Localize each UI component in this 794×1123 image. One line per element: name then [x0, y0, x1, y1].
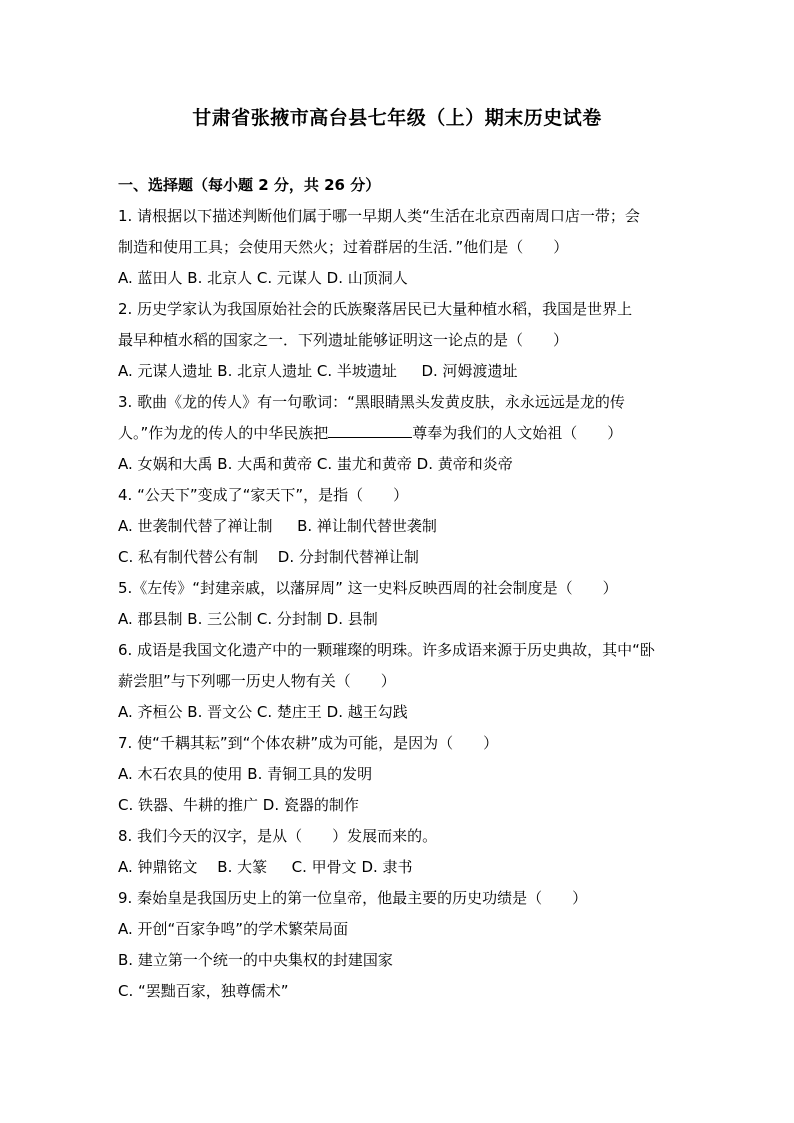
question-7-stem: 7. 使“千耦其耘”到“个体农耕”成为可能，是因为（ ）	[118, 734, 499, 752]
question-8-options: A. 钟鼎铭文 B. 大篆 C. 甲骨文 D. 隶书	[118, 858, 413, 876]
exam-content	[118, 174, 678, 1011]
answer-blank	[328, 422, 412, 438]
question-3-stem-line-1: 3. 歌曲《龙的传人》有一句歌词：“黑眼睛黑头发黄皮肤，永永远远是龙的传	[118, 393, 625, 411]
question-1-stem-line-2: 制造和使用工具；会使用天然火；过着群居的生活．”他们是（ ）	[118, 238, 569, 256]
question-3-stem-part-1: 人。”作为龙的传人的中华民族把	[118, 424, 329, 442]
page-title: 甘肃省张掖市高台县七年级（上）期末历史试卷	[192, 107, 602, 129]
section-heading: 一、选择题（每小题 2 分，共 26 分）	[118, 176, 381, 194]
question-5-stem: 5.《左传》“封建亲戚，以藩屏周” 这一史料反映西周的社会制度是（ ）	[118, 579, 618, 597]
question-7-options-line-2: C. 铁器、牛耕的推广 D. 瓷器的制作	[118, 796, 359, 814]
question-2-options: A. 元谋人遗址 B. 北京人遗址 C. 半坡遗址 D. 河姆渡遗址	[118, 362, 518, 380]
question-6-stem-line-2: 薪尝胆”与下列哪一历史人物有关（ ）	[118, 672, 396, 690]
question-6-stem-line-1: 6. 成语是我国文化遗产中的一颗璀璨的明珠。许多成语来源于历史典故，其中“卧	[118, 641, 655, 659]
question-1-stem-line-1: 1. 请根据以下描述判断他们属于哪一早期人类“生活在北京西南周口店一带；会	[118, 207, 640, 225]
question-9-stem: 9. 秦始皇是我国历史上的第一位皇帝，他最主要的历史功绩是（ ）	[118, 889, 588, 907]
question-8-stem: 8. 我们今天的汉字，是从（ ）发展而来的。	[118, 827, 438, 845]
question-9-option-a: A. 开创“百家争鸣”的学术繁荣局面	[118, 920, 349, 938]
question-1-options: A. 蓝田人 B. 北京人 C. 元谋人 D. 山顶洞人	[118, 269, 408, 287]
question-6-options: A. 齐桓公 B. 晋文公 C. 楚庄王 D. 越王勾践	[118, 703, 408, 721]
question-4-stem: 4. “公天下”变成了“家天下”，是指（ ）	[118, 486, 409, 504]
question-5-options: A. 郡县制 B. 三公制 C. 分封制 D. 县制	[118, 610, 378, 628]
question-3-stem-part-2: 尊奉为我们的人文始祖（ ）	[412, 424, 623, 442]
question-3-options: A. 女娲和大禹 B. 大禹和黄帝 C. 蚩尤和黄帝 D. 黄帝和炎帝	[118, 455, 513, 473]
question-2-stem-line-1: 2. 历史学家认为我国原始社会的氏族聚落居民已大量种植水稻，我国是世界上	[118, 300, 633, 318]
question-9-option-c: C. “罢黜百家，独尊儒术”	[118, 982, 289, 1000]
question-9-option-b: B. 建立第一个统一的中央集权的封建国家	[118, 951, 393, 969]
question-4-options-line-2: C. 私有制代替公有制 D. 分封制代替禅让制	[118, 548, 419, 566]
question-4-options-line-1: A. 世袭制代替了禅让制 B. 禅让制代替世袭制	[118, 517, 437, 535]
question-2-stem-line-2: 最早种植水稻的国家之一．下列遗址能够证明这一论点的是（ ）	[118, 331, 569, 349]
question-3-stem-line-2	[118, 422, 678, 453]
question-7-options-line-1: A. 木石农具的使用 B. 青铜工具的发明	[118, 765, 373, 783]
